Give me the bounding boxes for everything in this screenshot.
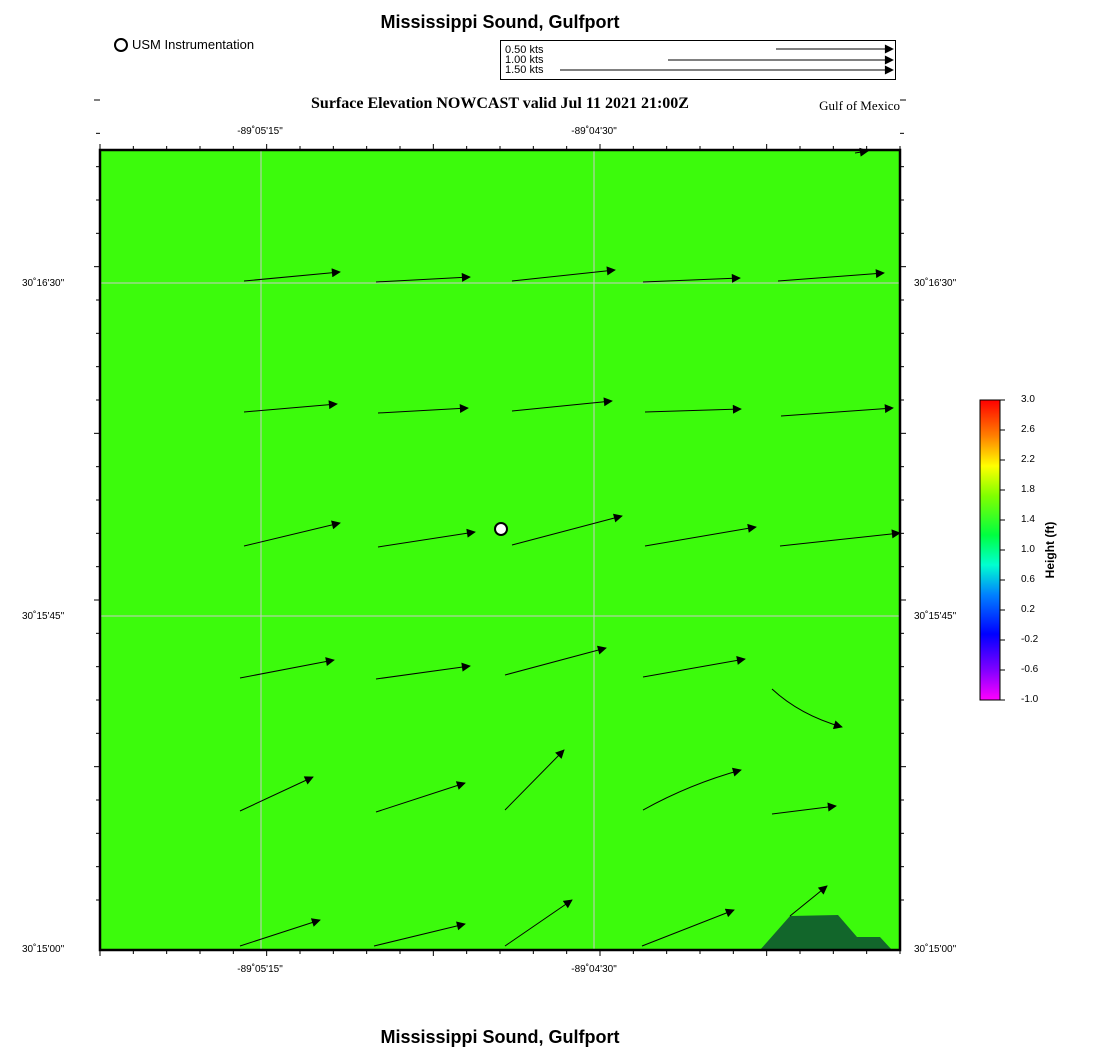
lat-label-right-0: 30˚16'30" bbox=[914, 278, 957, 289]
scale-label-0: 0.50 kts bbox=[505, 44, 544, 56]
lat-label-left-1: 30˚15'45" bbox=[22, 611, 65, 622]
colorbar-tick-label: 2.6 bbox=[1021, 424, 1035, 435]
lat-label-left-2: 30˚15'00" bbox=[22, 944, 65, 955]
scale-label-2: 1.50 kts bbox=[505, 64, 544, 76]
map-footer-title: Mississippi Sound, Gulfport bbox=[380, 1027, 620, 1047]
colorbar-tick-label: 1.0 bbox=[1021, 544, 1035, 555]
lat-label-left-0: 30˚16'30" bbox=[22, 278, 65, 289]
station-legend-label: USM Instrumentation bbox=[132, 37, 255, 52]
colorbar-tick-label: 1.8 bbox=[1021, 484, 1035, 495]
map-title: Mississippi Sound, Gulfport bbox=[380, 12, 620, 32]
colorbar-tick-label: 0.2 bbox=[1021, 604, 1035, 615]
colorbar-title: Height (ft) bbox=[1043, 521, 1057, 579]
colorbar-tick-label: -1.0 bbox=[1021, 694, 1039, 705]
map-subtitle: Surface Elevation NOWCAST valid Jul 11 2021 21:00Z bbox=[311, 95, 689, 112]
lat-label-right-2: 30˚15'00" bbox=[914, 944, 957, 955]
lon-label-top-1: -89˚04'30" bbox=[571, 126, 617, 137]
colorbar-tick-label: -0.2 bbox=[1021, 634, 1039, 645]
scale-label-1: 1.00 kts bbox=[505, 54, 544, 66]
lon-label-bottom-0: -89˚05'15" bbox=[237, 964, 283, 975]
colorbar-tick-label: 3.0 bbox=[1021, 394, 1035, 405]
colorbar-tick-label: 0.6 bbox=[1021, 574, 1035, 585]
usm-station-marker bbox=[495, 523, 507, 535]
water-surface bbox=[100, 150, 900, 950]
colorbar-tick-label: 1.4 bbox=[1021, 514, 1035, 525]
colorbar-tick-label: -0.6 bbox=[1021, 664, 1039, 675]
colorbar-ticks bbox=[1000, 400, 1005, 700]
lat-label-right-1: 30˚15'45" bbox=[914, 611, 957, 622]
colorbar bbox=[980, 400, 1000, 700]
colorbar-tick-label: 2.2 bbox=[1021, 454, 1035, 465]
lon-label-top-0: -89˚05'15" bbox=[237, 126, 283, 137]
region-label: Gulf of Mexico bbox=[819, 98, 900, 113]
lon-label-bottom-1: -89˚04'30" bbox=[571, 964, 617, 975]
